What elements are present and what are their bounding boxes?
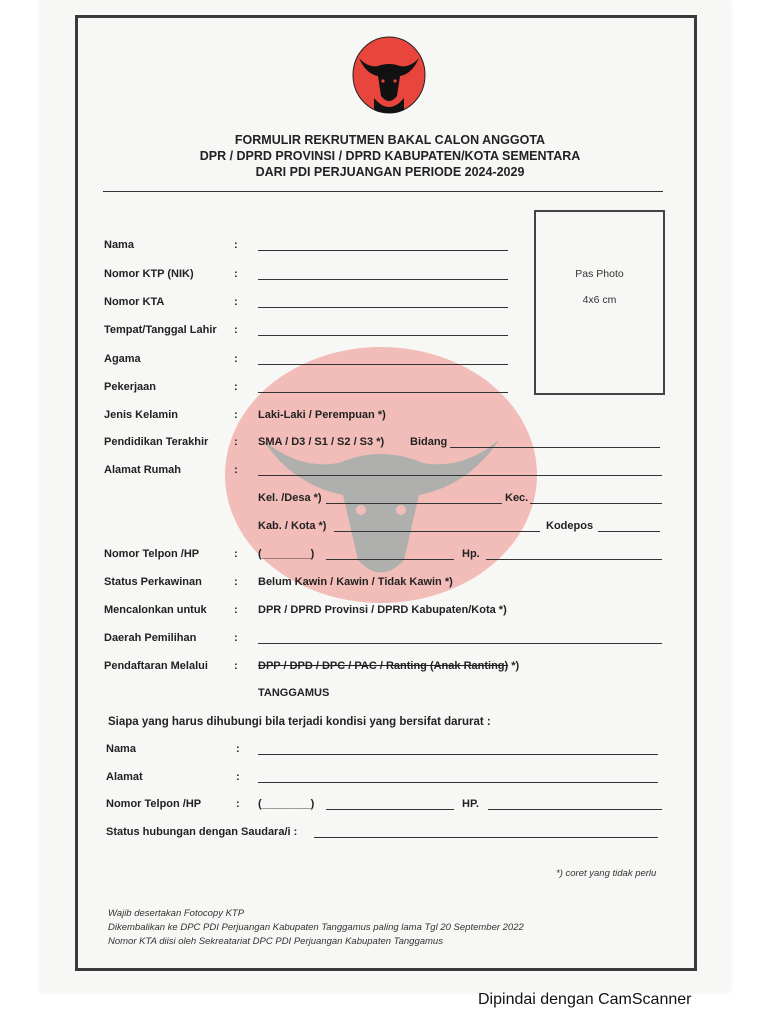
kec-field[interactable] [530,503,662,504]
colon: : [234,268,238,280]
hp-field[interactable] [486,559,662,560]
kta-field[interactable] [258,307,508,308]
emergency-telpon-area-code[interactable]: (________) [258,798,315,810]
status-kawin-options[interactable]: Belum Kawin / Kawin / Tidak Kawin *) [258,576,453,588]
label-kodepos: Kodepos [546,520,594,532]
nama-field[interactable] [258,250,508,251]
emergency-alamat-field[interactable] [258,782,658,783]
pendaftaran-value: TANGGAMUS [258,687,330,699]
note-ktp: Wajib desertakan Fotocopy KTP [108,908,245,919]
label-dapil: Daerah Pemilihan [104,632,197,644]
form-title-line-3: DARI PDI PERJUANGAN PERIODE 2024-2029 [255,165,525,179]
note-deadline: Dikembalikan ke DPC PDI Perjuangan Kabupaten Tanggamus paling lama Tgl 20 September 2022 [108,922,524,933]
kel-desa-field[interactable] [326,503,502,504]
telpon-field[interactable] [326,559,454,560]
telpon-area-code[interactable]: (________) [258,548,315,560]
jenis-kelamin-options[interactable]: Laki-Laki / Perempuan *) [258,409,386,421]
dapil-field[interactable] [258,643,662,644]
bidang-field[interactable] [450,447,660,448]
label-nama: Nama [104,239,134,251]
colon: : [236,743,240,755]
label-jenis-kelamin: Jenis Kelamin [104,409,178,421]
pendidikan-options[interactable]: SMA / D3 / S1 / S2 / S3 *) [258,436,385,448]
photo-box-size: 4x6 cm [582,294,617,306]
photo-box-label: Pas Photo [575,268,624,280]
hubungan-field[interactable] [314,837,658,838]
colon: : [234,353,238,365]
pendaftaran-struck-options: DPP / DPD / DPC / PAC / Ranting (Anak Ranting) [258,660,509,672]
mencalonkan-options[interactable]: DPR / DPRD Provinsi / DPRD Kabupaten/Kota *) [258,604,507,616]
colon: : [234,464,238,476]
party-logo [352,36,426,114]
colon: : [234,436,238,448]
label-bidang: Bidang [410,436,448,448]
emergency-nama-field[interactable] [258,754,658,755]
camscanner-watermark: Dipindai dengan CamScanner [478,991,692,1008]
label-status-kawin: Status Perkawinan [104,576,202,588]
photo-box [534,210,665,395]
label-mencalonkan: Mencalonkan untuk [104,604,207,616]
label-emergency-telpon: Nomor Telpon /HP [106,798,202,810]
label-kta: Nomor KTA [104,296,165,308]
footnote: *) coret yang tidak perlu [556,868,657,879]
label-ttl: Tempat/Tanggal Lahir [104,324,217,336]
colon: : [234,660,238,672]
colon: : [234,409,238,421]
colon: : [234,324,238,336]
pekerjaan-field[interactable] [258,392,508,393]
colon: : [234,548,238,560]
colon: : [234,296,238,308]
alamat-field[interactable] [258,475,662,476]
form-title-line-1: FORMULIR REKRUTMEN BAKAL CALON ANGGOTA [234,133,546,147]
kodepos-field[interactable] [598,531,660,532]
label-emergency-alamat: Alamat [106,771,143,783]
pendaftaran-asterisk: *) [511,660,520,672]
colon: : [234,381,238,393]
colon: : [234,239,238,251]
kab-kota-field[interactable] [334,531,540,532]
label-hp: Hp. [462,548,480,560]
form-title-line-2: DPR / DPRD PROVINSI / DPRD KABUPATEN/KOTA SEMENTARA [199,149,581,163]
ttl-field[interactable] [258,335,508,336]
colon: : [236,798,240,810]
agama-field[interactable] [258,364,508,365]
emergency-telpon-field[interactable] [326,809,454,810]
nik-field[interactable] [258,279,508,280]
label-kel-desa: Kel. /Desa *) [258,492,322,504]
emergency-hp-field[interactable] [488,809,662,810]
label-nik: Nomor KTP (NIK) [104,268,194,280]
label-alamat: Alamat Rumah [104,464,182,476]
label-pendaftaran: Pendaftaran Melalui [104,660,208,672]
label-pekerjaan: Pekerjaan [104,381,156,393]
label-kec: Kec. [505,492,529,504]
emergency-heading: Siapa yang harus dihubungi bila terjadi kondisi yang bersifat darurat : [108,716,491,728]
colon: : [234,632,238,644]
label-pendidikan: Pendidikan Terakhir [104,436,209,448]
colon: : [236,771,240,783]
pendaftaran-options[interactable] [258,660,519,672]
note-kta: Nomor KTA diisi oleh Sekreatariat DPC PDI Perjuangan Kabupaten Tanggamus [108,936,443,947]
label-hubungan: Status hubungan dengan Saudara/i : [106,826,298,838]
label-telpon: Nomor Telpon /HP [104,548,200,560]
title-divider [103,191,663,192]
colon: : [234,576,238,588]
label-agama: Agama [104,353,141,365]
label-emergency-hp: HP. [462,798,479,810]
colon: : [234,604,238,616]
label-emergency-nama: Nama [106,743,136,755]
label-kab-kota: Kab. / Kota *) [258,520,327,532]
